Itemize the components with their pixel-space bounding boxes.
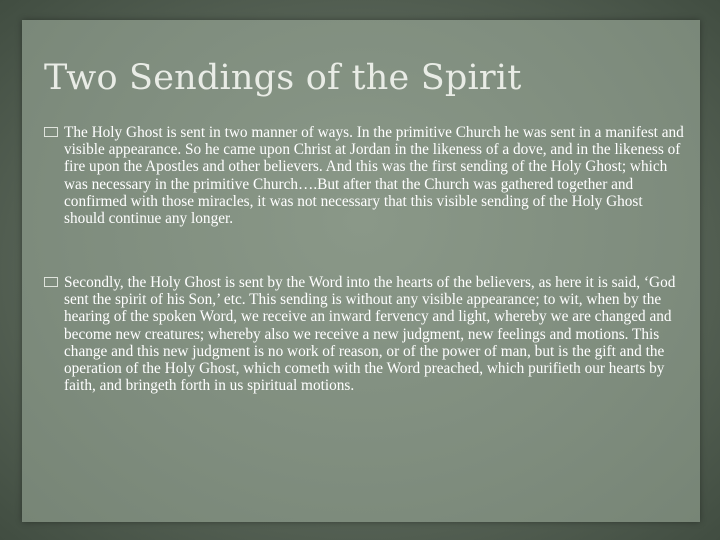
bullet-text-1: The Holy Ghost is sent in two manner of ways. In the primitive Church he was sent in a manifest and visible appearance. So he came upon Christ at Jordan in the likeness of a dove, and in the likeness of fire upon the Apostles and other believers. And this was the first sending of the Holy Ghost; which was necessary in the primitive Church….But after that the Church was gathered together and confirmed with those miracles, it was not necessary that this visible sending of the Holy Ghost should continue any longer. — [64, 124, 684, 228]
hollow-square-bullet-icon — [44, 277, 58, 287]
bullet-item-1 — [44, 124, 684, 227]
bullet-item-2 — [44, 274, 684, 394]
slide-title: Two Sendings of the Spirit — [44, 58, 522, 98]
hollow-square-bullet-icon — [44, 127, 58, 137]
bullet-text-2: Secondly, the Holy Ghost is sent by the Word into the hearts of the believers, as here it is said, ‘God sent the spirit of his Son,’ etc. This sending is without any visible appearance; to wit, when by the hearing of the spoken Word, we receive an inward fervency and light, whereby we are changed and become new creatures; whereby also we receive a new judgment, new feelings and motions. This change and this new judgment is no work of reason, or of the power of man, but is the gift and the operation of the Holy Ghost, which cometh with the Word preached, which purifieth our hearts by faith, and bringeth forth in us spiritual motions. — [64, 274, 676, 395]
